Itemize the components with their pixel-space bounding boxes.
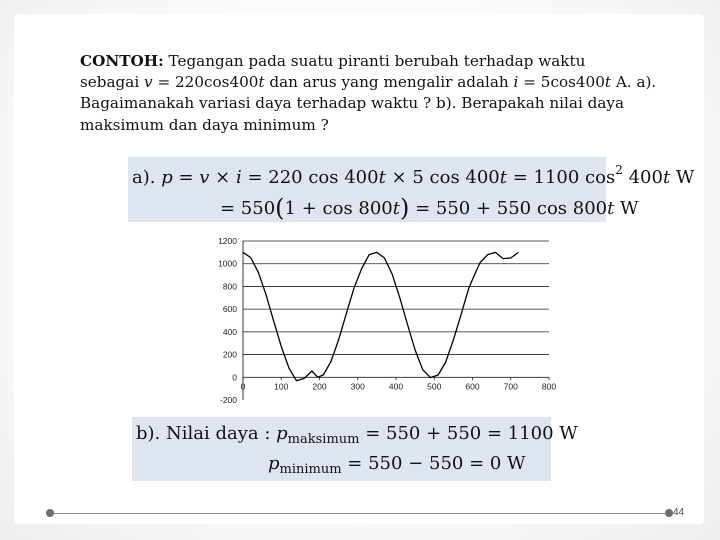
y-tick-label: -200 <box>219 395 237 405</box>
x-tick-label: 100 <box>274 381 289 392</box>
y-tick-label: 600 <box>222 304 237 315</box>
example-label: CONTOH: <box>80 52 164 70</box>
power-series-line <box>243 252 518 380</box>
problem-line-1: CONTOH: Tegangan pada suatu piranti berubah terhadap waktu <box>80 52 586 70</box>
problem-line-2: sebagai v = 220cos400t dan arus yang mengalir adalah i = 5cos400t A. a). <box>80 73 657 92</box>
formula-box-a <box>128 157 695 222</box>
y-tick-label: 400 <box>222 326 237 337</box>
problem-line-4: maksimum dan daya minimum ? <box>80 115 329 134</box>
y-tick-label: 1000 <box>218 258 237 269</box>
x-tick-label: 200 <box>312 381 327 392</box>
y-tick-label: 200 <box>222 349 237 360</box>
x-tick-label: 300 <box>350 381 365 392</box>
power-chart-svg <box>205 230 575 410</box>
x-tick-label: 500 <box>427 381 442 392</box>
formula-box-b <box>132 417 578 481</box>
x-tick-label: 600 <box>465 381 480 392</box>
formula-b-line-1: b). Nilai daya : $p_{maksimum} = 550 + 550 = 1100$ W <box>136 423 578 447</box>
x-tick-label: 700 <box>503 381 518 392</box>
formula-a-line-1: a). p = v × i = 220 cos 400t × 5 cos 400t = 1100 $\cos^2 400t$ W <box>132 163 695 188</box>
footer-dot-right <box>665 509 673 517</box>
power-chart <box>205 230 575 410</box>
page-number: 44 <box>673 507 685 518</box>
x-tick-label: 0 <box>240 381 246 392</box>
x-tick-label: 800 <box>541 381 557 392</box>
problem-line-3: Bagaimanakah variasi daya terhadap waktu ? b). Berapakah nilai daya <box>80 94 625 113</box>
footer-dot-left <box>46 509 54 517</box>
x-tick-label: 400 <box>388 381 404 392</box>
problem-statement <box>80 51 690 136</box>
y-tick-label: 0 <box>232 372 237 383</box>
formula-b-line-2: $p_{minimum} = 550 - 550 = 0$ W <box>268 453 526 477</box>
footer-divider <box>50 513 670 514</box>
y-tick-label: 1200 <box>218 236 237 246</box>
formula-a-line-2: = 550(1 + cos 800t) = 550 + 550 cos 800t W <box>220 194 639 222</box>
y-tick-label: 800 <box>222 281 237 292</box>
